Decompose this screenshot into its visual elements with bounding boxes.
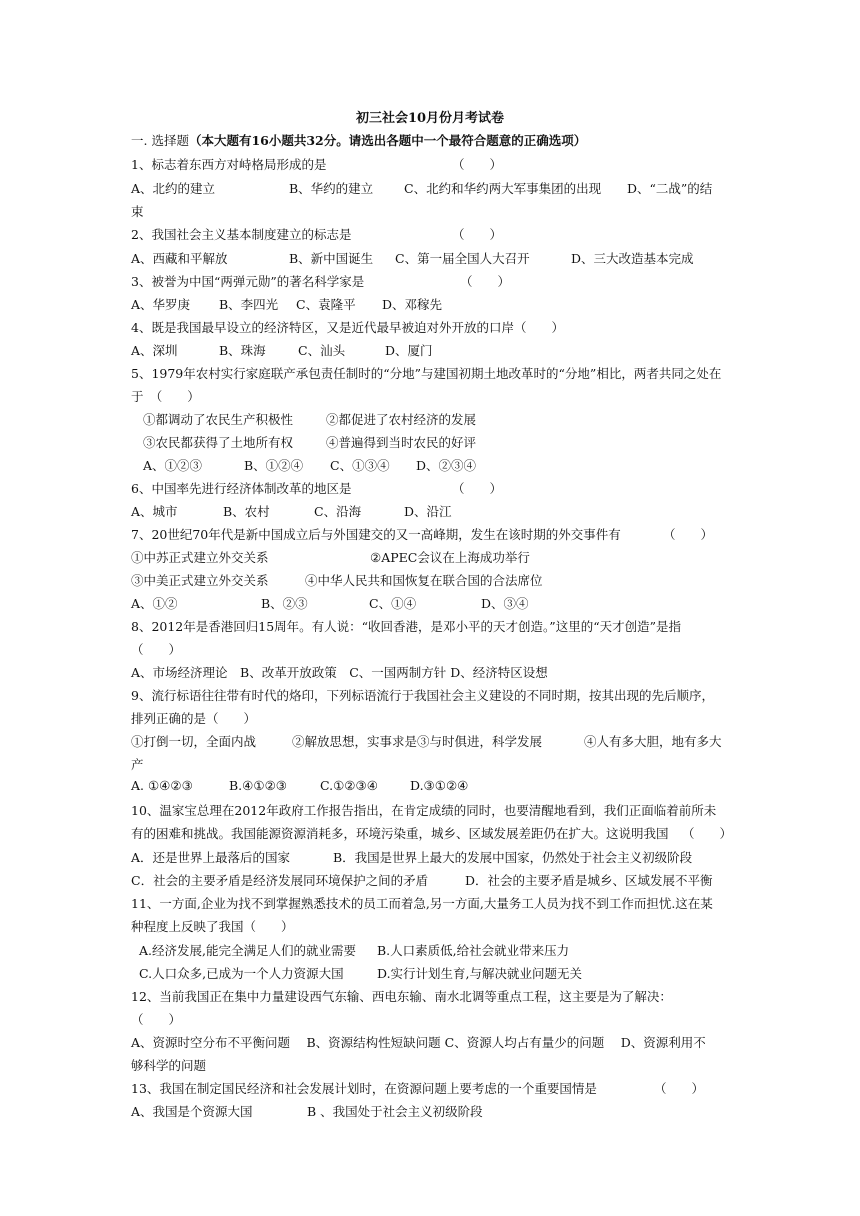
q9-option-b: B.④①②③ bbox=[229, 778, 287, 793]
q1-option-b: B、华约的建立 bbox=[289, 181, 374, 196]
q10-option-a: A．还是世界上最落后的国家 bbox=[131, 850, 291, 865]
q10-option-c: C．社会的主要矛盾是经济发展同环境保护之间的矛盾 bbox=[131, 873, 429, 888]
q5-option-a: A、①②③ bbox=[143, 458, 203, 473]
question-2: 2、我国社会主义基本制度建立的标志是 bbox=[131, 227, 352, 242]
q11-option-c: C.人口众多,已成为一个人力资源大国 bbox=[139, 966, 344, 981]
question-4: 4、既是我国最早设立的经济特区，又是近代最早被迫对外开放的口岸（ ） bbox=[131, 320, 564, 335]
q3-option-a: A、华罗庚 bbox=[131, 297, 191, 312]
q3-option-d: D、邓稼先 bbox=[382, 297, 443, 312]
question-10: 10、温家宝总理在2012年政府工作报告指出，在肯定成绩的同时，也要清醒地看到，我们正面临着前所未 bbox=[131, 803, 717, 818]
q4-option-c: C、汕头 bbox=[298, 343, 346, 358]
q7-option-d: D、③④ bbox=[481, 596, 529, 611]
question-13: 13、我国在制定国民经济和社会发展计划时，在资源问题上要考虑的一个重要国情是 bbox=[131, 1081, 597, 1096]
q5-statement-3: ③农民都获得了土地所有权 bbox=[143, 435, 294, 450]
question-5-cont: 于 （ ） bbox=[131, 389, 200, 404]
q1-option-d-cont: 束 bbox=[131, 204, 144, 219]
question-8: 8、2012年是香港回归15周年。有人说：“收回香港，是邓小平的天才创造。”这里的“天才创造”是指 bbox=[131, 619, 681, 634]
question-7: 7、20世纪70年代是新中国成立后与外国建交的又一高峰期，发生在该时期的外交事件有 bbox=[131, 527, 621, 542]
q4-option-b: B、珠海 bbox=[219, 343, 266, 358]
question-1: 1、标志着东西方对峙格局形成的是 bbox=[131, 157, 327, 172]
q4-option-d: D、厦门 bbox=[385, 343, 433, 358]
q13-option-b: B 、我国处于社会主义初级阶段 bbox=[307, 1104, 483, 1119]
q2-option-d: D、三大改造基本完成 bbox=[571, 251, 694, 266]
page-title: 初三社会10月份月考试卷 bbox=[355, 111, 505, 126]
question-9-cont: 排列正确的是（ ） bbox=[131, 711, 257, 726]
q11-option-a: A.经济发展,能完全满足人们的就业需要 bbox=[139, 943, 356, 958]
q5-statement-4: ④普遍得到当时农民的好评 bbox=[326, 435, 477, 450]
question-10-answer-paren: （ ） bbox=[682, 826, 733, 841]
q7-option-c: C、①④ bbox=[369, 596, 417, 611]
q1-option-a: A、北约的建立 bbox=[131, 181, 216, 196]
question-6-answer-paren: （ ） bbox=[452, 481, 503, 496]
question-6: 6、中国率先进行经济体制改革的地区是 bbox=[131, 481, 352, 496]
question-8-cont: （ ） bbox=[131, 642, 182, 657]
section-instruction: （本大题有16小题共32分。请选出各题中一个最符合题意的正确选项） bbox=[188, 133, 587, 148]
question-12: 12、当前我国正在集中力量建设西气东输、西电东输、南水北调等重点工程，这主要是为了解决： bbox=[131, 989, 672, 1004]
q7-statement-3: ③中美正式建立外交关系 bbox=[131, 573, 269, 588]
question-13-answer-paren: （ ） bbox=[654, 1081, 705, 1096]
q5-statement-2: ②都促进了农村经济的发展 bbox=[326, 412, 477, 427]
q10-option-b: B．我国是世界上最大的发展中国家，仍然处于社会主义初级阶段 bbox=[333, 850, 693, 865]
q6-option-c: C、沿海 bbox=[314, 504, 362, 519]
q5-option-c: C、①③④ bbox=[330, 458, 390, 473]
q3-option-b: B、李四光 bbox=[219, 297, 279, 312]
q9-option-d: D.③①②④ bbox=[410, 778, 469, 793]
q9-statement-3-cont: 产 bbox=[131, 757, 144, 772]
q7-option-a: A、①② bbox=[131, 596, 178, 611]
section-label: 一. 选择题 bbox=[131, 133, 189, 148]
q2-option-a: A、西藏和平解放 bbox=[131, 251, 228, 266]
q9-statement-1: ①打倒一切，全面内战 bbox=[131, 734, 257, 749]
question-1-answer-paren: （ ） bbox=[452, 157, 503, 172]
q5-option-d: D、②③④ bbox=[416, 458, 477, 473]
q6-option-a: A、城市 bbox=[131, 504, 178, 519]
section-heading bbox=[131, 131, 586, 149]
question-2-answer-paren: （ ） bbox=[452, 227, 503, 242]
q9-option-a: A. ①④②③ bbox=[131, 778, 193, 793]
q2-option-c: C、第一届全国人大召开 bbox=[395, 251, 530, 266]
q6-option-b: B、农村 bbox=[223, 504, 270, 519]
question-7-answer-paren: （ ） bbox=[663, 527, 714, 542]
question-11: 11、一方面,企业为找不到掌握熟悉技术的员工而着急,另一方面,大量务工人员为找不到工作而担忧.这在某 bbox=[131, 896, 713, 911]
q1-option-d: D、“二战”的结 bbox=[627, 181, 713, 196]
q9-option-c: C.①②③④ bbox=[320, 778, 378, 793]
question-3: 3、被誉为中国“两弹元勋”的著名科学家是 bbox=[131, 274, 365, 289]
q6-option-d: D、沿江 bbox=[404, 504, 452, 519]
q7-statement-1: ①中苏正式建立外交关系 bbox=[131, 550, 269, 565]
q10-option-d: D．社会的主要矛盾是城乡、区域发展不平衡 bbox=[465, 873, 713, 888]
question-12-cont: （ ） bbox=[131, 1012, 182, 1027]
q2-option-b: B、新中国诞生 bbox=[289, 251, 374, 266]
question-11-cont: 种程度上反映了我国（ ） bbox=[131, 919, 294, 934]
q12-options-cont: 够科学的问题 bbox=[131, 1058, 207, 1073]
question-9: 9、流行标语往往带有时代的烙印，下列标语流行于我国社会主义建设的不同时期，按其出现的先后顺序， bbox=[131, 688, 714, 703]
q7-statement-2: ②APEC会议在上海成功举行 bbox=[370, 550, 530, 565]
q3-option-c: C、袁隆平 bbox=[296, 297, 356, 312]
q11-option-d: D.实行计划生育,与解决就业问题无关 bbox=[377, 966, 583, 981]
q5-option-b: B、①②④ bbox=[244, 458, 304, 473]
q7-statement-4: ④中华人民共和国恢复在联合国的合法席位 bbox=[305, 573, 543, 588]
question-5: 5、1979年农村实行家庭联产承包责任制时的“分地”与建国初期土地改革时的“分地”相比，两者共同之处在 bbox=[131, 366, 722, 381]
q7-option-b: B、②③ bbox=[261, 596, 308, 611]
q5-statement-1: ①都调动了农民生产积极性 bbox=[143, 412, 294, 427]
q4-option-a: A、深圳 bbox=[131, 343, 178, 358]
q9-statement-2: ②解放思想，实事求是③与时俱进，科学发展 bbox=[292, 734, 543, 749]
question-3-answer-paren: （ ） bbox=[460, 274, 511, 289]
q11-option-b: B.人口素质低,给社会就业带来压力 bbox=[377, 943, 570, 958]
q12-options: A、资源时空分布不平衡问题 B、资源结构性短缺问题 C、资源人均占有量少的问题 D、资源利用不 bbox=[131, 1035, 706, 1050]
q8-options: A、市场经济理论 B、改革开放政策 C、一国两制方针 D、经济特区设想 bbox=[131, 665, 548, 680]
question-10-cont: 有的困难和挑战。我国能源资源消耗多，环境污染重，城乡、区域发展差距仍在扩大。这说明我国 bbox=[131, 826, 669, 841]
q13-option-a: A、我国是个资源大国 bbox=[131, 1104, 253, 1119]
q9-statement-3: ④人有多大胆，地有多大 bbox=[584, 734, 722, 749]
q1-option-c: C、北约和华约两大军事集团的出现 bbox=[404, 181, 602, 196]
